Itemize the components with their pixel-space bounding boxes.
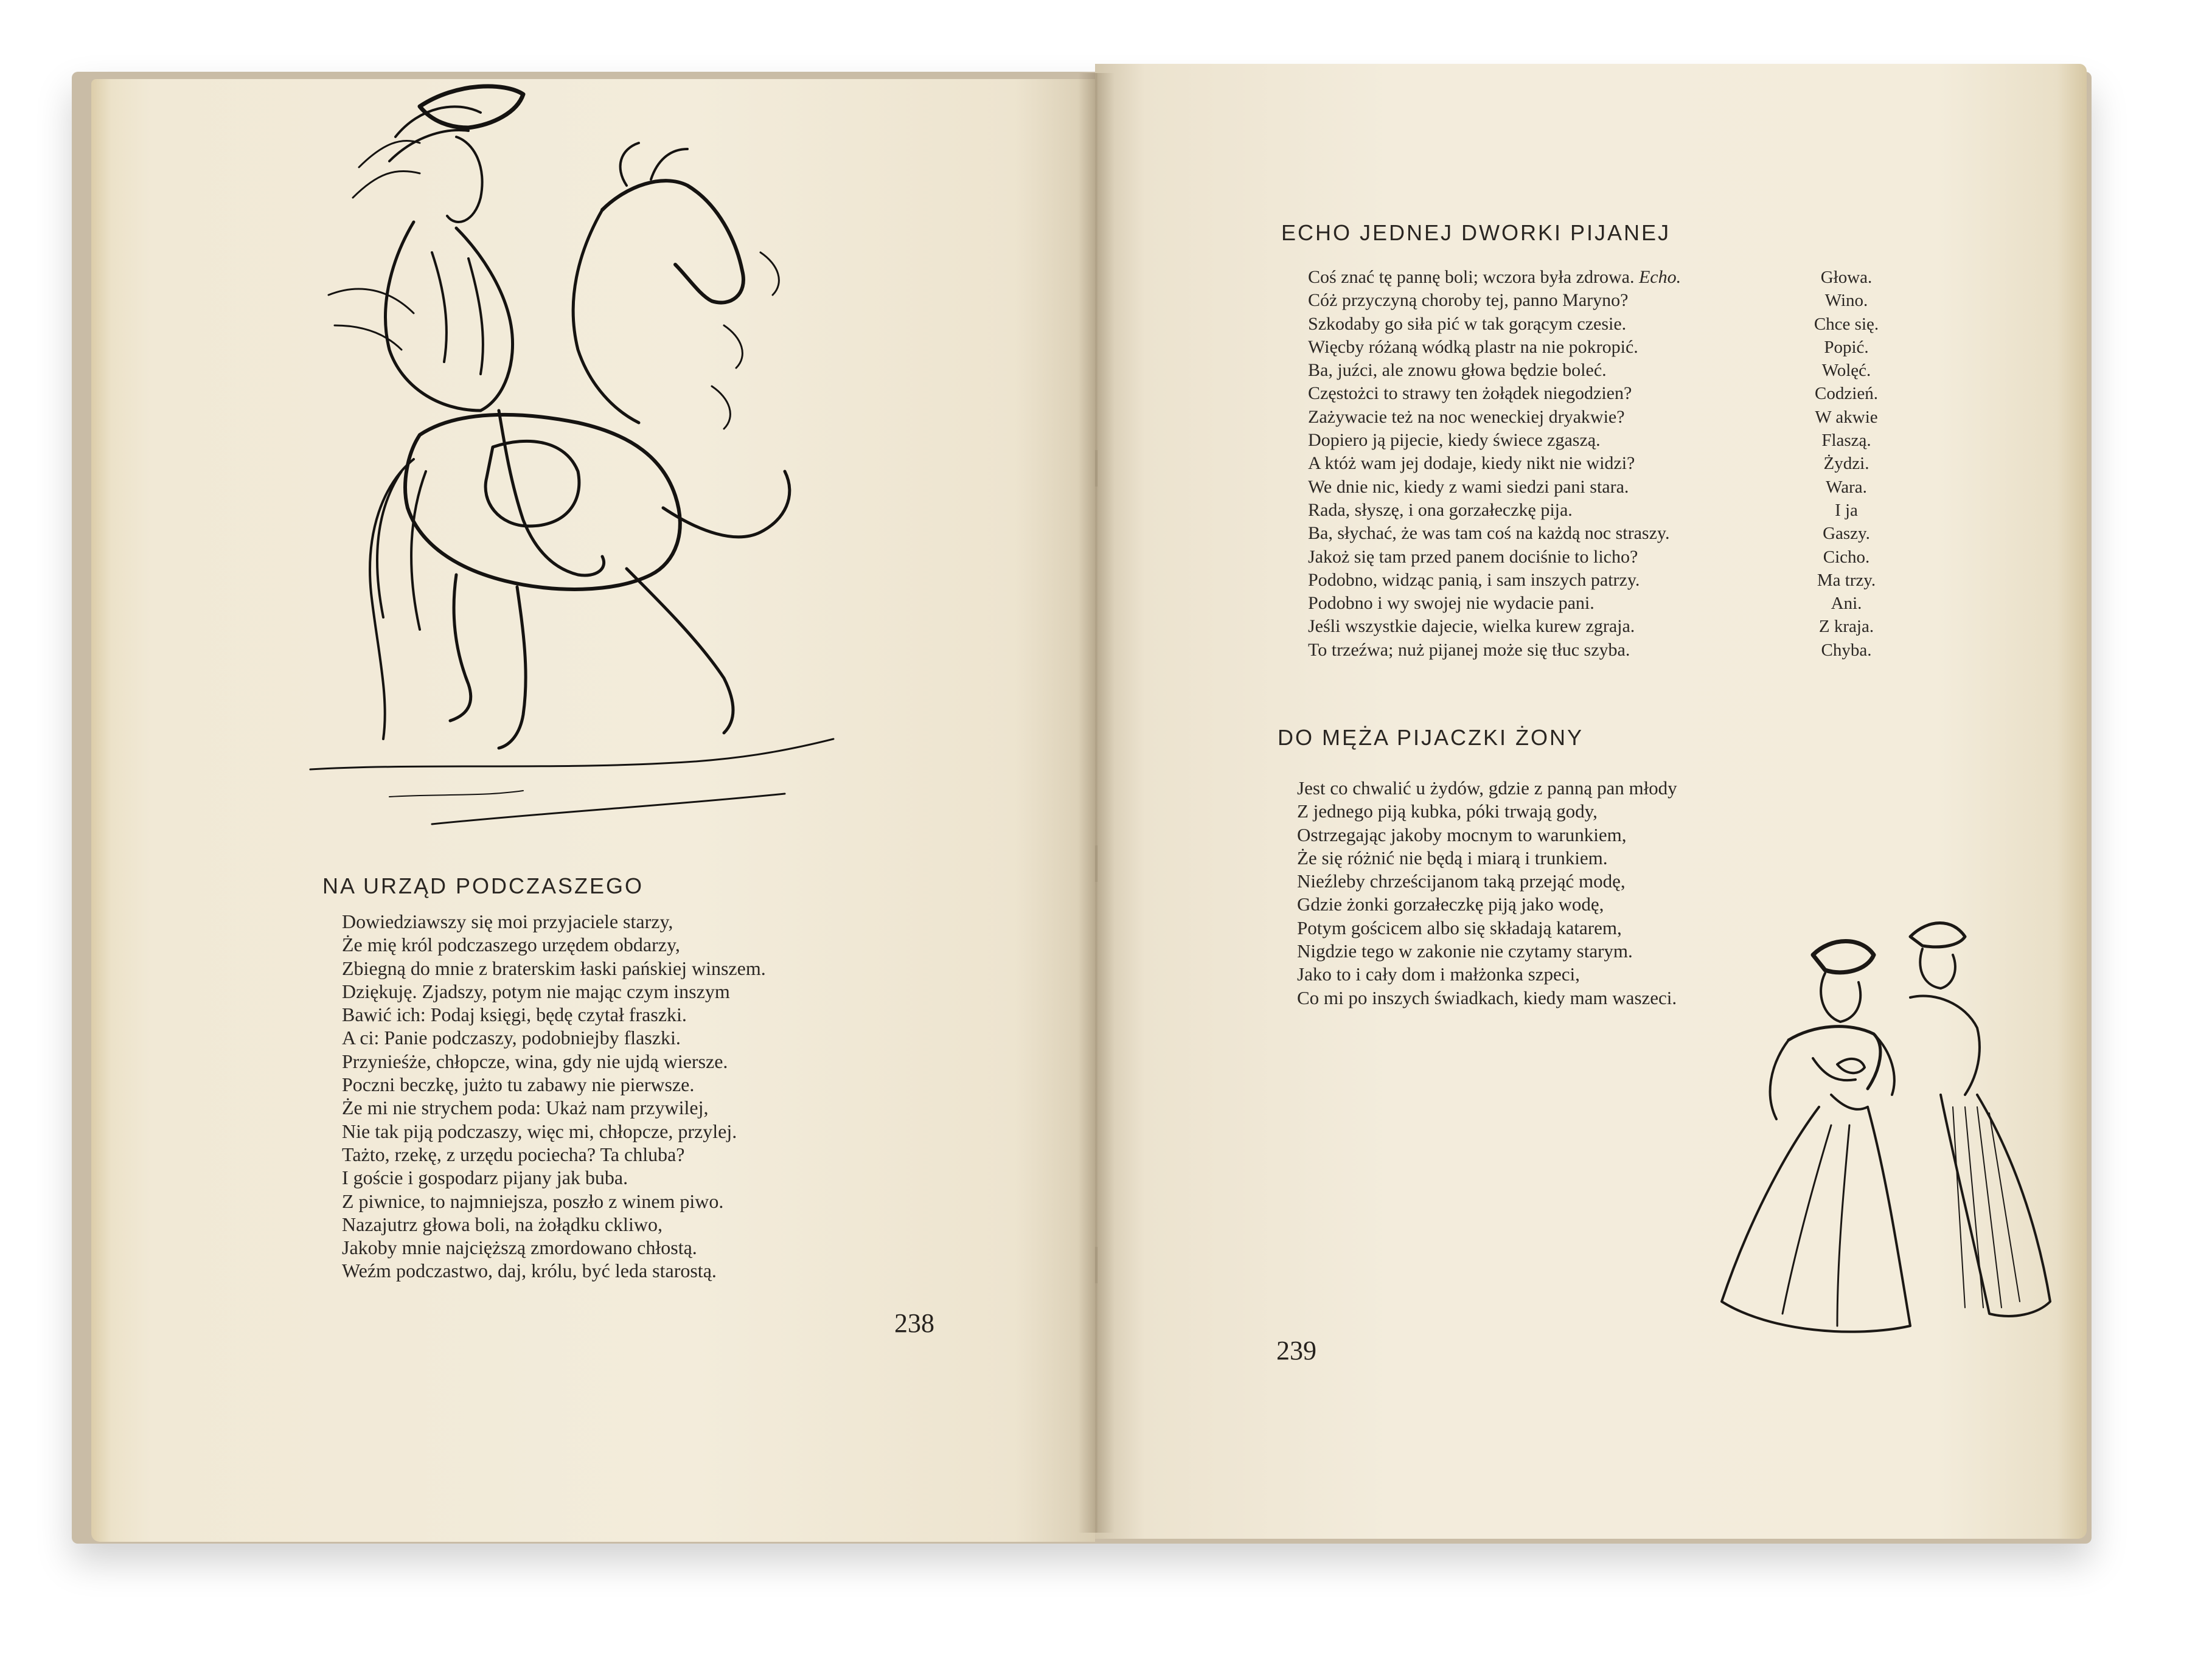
echo-answer: I ja	[1835, 500, 1858, 520]
poem-line: Ba, juźci, ale znowu głowa będzie boleć.	[1308, 360, 1607, 381]
poem-line: Podobno, widząc panią, i sam inszych patrzy.	[1308, 569, 1640, 590]
poem-line: Jakoż się tam przed panem dociśnie to licho?	[1308, 546, 1638, 567]
poem-line: Nazajutrz głowa boli, na żołądku ckliwo,	[342, 1213, 663, 1235]
poem-title: NA URZĄD PODCZASZEGO	[322, 873, 644, 898]
poem-line: Szkodaby go siła pić w tak gorącym czesie.	[1308, 313, 1627, 334]
binding-stitch	[1095, 450, 1097, 487]
echo-answer: Ma trzy.	[1817, 570, 1876, 590]
echo-answer: Flaszą.	[1821, 431, 1871, 451]
poem-body	[342, 910, 766, 1283]
page-number: 239	[1276, 1336, 1316, 1365]
echo-answer: Cicho.	[1823, 547, 1870, 567]
echo-answer: Popić.	[1824, 337, 1869, 357]
echo-answer: Żydzi.	[1823, 454, 1869, 474]
poem-line: Zbiegną do mnie z braterskim łaski pańskiej winszem.	[342, 957, 766, 979]
poem-line: Potym gościcem albo się składają katarem,	[1297, 917, 1622, 938]
poem-line: We dnie nic, kiedy z wami siedzi pani stara.	[1308, 476, 1629, 497]
echo-answer: Z kraja.	[1818, 617, 1874, 637]
poem-line: Że się różnić nie będą i miarą i trunkiem.	[1297, 847, 1608, 869]
poem-line: Częstożci to strawy ten żołądek niegodzien?	[1308, 383, 1632, 404]
poem-line: Jakoby mnie najcięższą zmordowano chłostą.	[342, 1236, 697, 1259]
poem-line: Nieźleby chrześcijanom taką przejąć modę,	[1297, 870, 1626, 892]
poem-line: Rada, słyszę, i ona gorzałeczkę pija.	[1308, 499, 1573, 520]
poem-line: Dowiedziawszy się moi przyjaciele starzy,	[342, 910, 673, 932]
poem-title: DO MĘŻA PIJACZKI ŻONY	[1278, 725, 1584, 750]
two-ladies-sketch-icon	[1709, 912, 2075, 1350]
poem-line: Dziękuję. Zjadszy, potym nie mając czym inszym	[342, 980, 730, 1002]
poem-line: Jako to i cały dom i małżonka szpeci,	[1297, 963, 1580, 985]
poem-line: Co mi po inszych świadkach, kiedy mam waszeci.	[1297, 987, 1677, 1008]
poem-line: Tażto, rzekę, z urzędu pociecha? Ta chluba?	[342, 1143, 685, 1165]
book-gutter	[1078, 73, 1115, 1533]
poem-line: Nigdzie tego w zakonie nie czytamy starym.	[1297, 940, 1633, 962]
binding-stitch	[1095, 1247, 1097, 1283]
poem-body	[1297, 777, 1677, 1010]
poem-line: To trzeźwa; nuż pijanej może się tłuc szyba.	[1308, 639, 1630, 660]
poem-line: Weźm podczastwo, daj, królu, być leda starostą.	[342, 1260, 717, 1282]
poem-line: Że mi nie strychem poda: Ukaż nam przywilej,	[342, 1097, 709, 1119]
poem-line: A ci: Panie podczaszy, podobniejby flaszki.	[342, 1027, 681, 1049]
poem-line	[1308, 266, 1681, 289]
poem-line: Że mię król podczaszego urzędem obdarzy,	[342, 934, 680, 956]
echo-answer: Gaszy.	[1823, 524, 1870, 544]
echo-answer: Ani.	[1831, 594, 1862, 614]
poem-line: Gdzie żonki gorzałeczkę piją jako wodę,	[1297, 893, 1604, 915]
echo-answer: Chyba.	[1821, 640, 1872, 660]
poem-line: Z jednego piją kubka, póki trwają gody,	[1297, 800, 1598, 822]
echo-answer: Codzień.	[1815, 384, 1878, 404]
poem-line: Ostrzegając jakoby mocnym to warunkiem,	[1297, 824, 1627, 845]
poem-line: Nie tak piją podczaszy, więc mi, chłopcze, przylej.	[342, 1120, 737, 1142]
poem-line: Zażywacie też na noc weneckiej dryakwie?	[1308, 406, 1625, 427]
poem-title: ECHO JEDNEJ DWORKI PIJANEJ	[1281, 220, 1671, 245]
echo-answer: Głowa.	[1820, 268, 1873, 287]
poem-line: Jeśli wszystkie dajecie, wielka kurew zgraja.	[1308, 616, 1635, 637]
poem-line-text: Coś znać tę pannę boli; wczora była zdrowa.	[1308, 267, 1635, 287]
echo-answers	[1801, 266, 1892, 662]
echo-answer: Wino.	[1824, 291, 1868, 311]
poem-line: Bawić ich: Podaj księgi, będę czytał fraszki.	[342, 1004, 687, 1026]
binding-stitch	[1095, 845, 1097, 882]
horseman-sketch-icon	[237, 70, 882, 867]
echo-answer: Wara.	[1826, 477, 1867, 497]
echo-answer: Chce się.	[1814, 314, 1879, 334]
poem-line: Więcby różaną wódką plastr na nie pokropić.	[1308, 336, 1638, 357]
poem-line: Jest co chwalić u żydów, gdzie z panną pan młody	[1297, 777, 1677, 799]
poem-line: Ba, słychać, że was tam coś na każdą noc straszy.	[1308, 523, 1670, 544]
poem-line: I goście i gospodarz pijany jak buba.	[342, 1167, 628, 1189]
poem-line: A któż wam jej dodaje, kiedy nikt nie widzi?	[1308, 453, 1635, 474]
poem-line: Cóż przyczyną choroby tej, panno Maryno?	[1308, 290, 1629, 311]
echo-label: Echo.	[1638, 267, 1682, 287]
echo-answer: Wolęć.	[1821, 361, 1871, 381]
poem-line: Poczni beczkę, jużto tu zabawy nie pierwsze.	[342, 1073, 695, 1096]
page-number: 238	[894, 1308, 934, 1338]
poem-line: Z piwnice, to najmniejsza, poszło z winem piwo.	[342, 1190, 724, 1212]
poem-line: Podobno i wy swojej nie wydacie pani.	[1308, 593, 1595, 614]
echo-poem-body	[1308, 266, 1681, 662]
echo-answer: W akwie	[1815, 407, 1878, 427]
poem-line: Dopiero ją pijecie, kiedy świece zgaszą.	[1308, 430, 1601, 451]
poem-line: Przynieśże, chłopcze, wina, gdy nie ujdą wiersze.	[342, 1050, 728, 1072]
